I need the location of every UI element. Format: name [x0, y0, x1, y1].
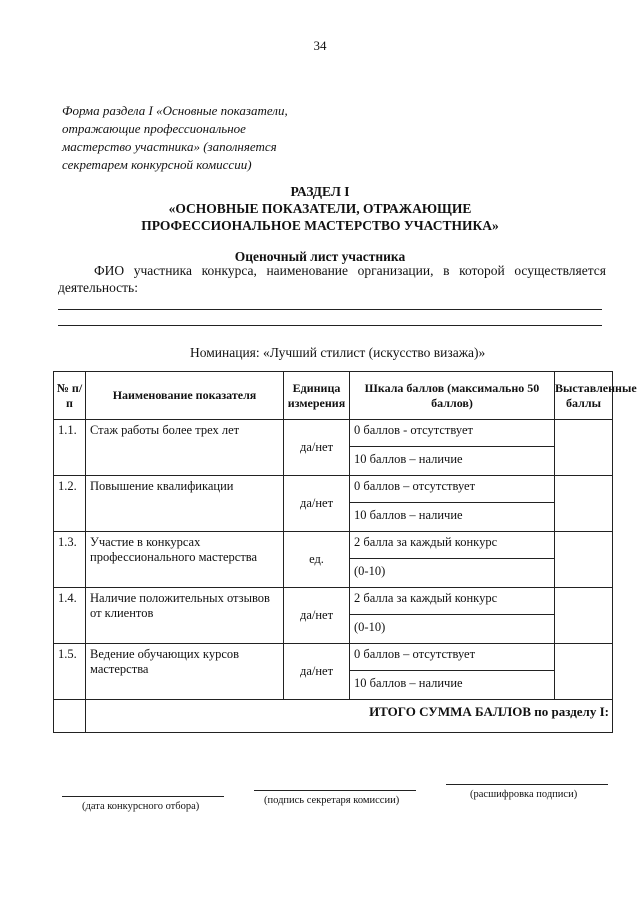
unit-cell: ед.	[284, 532, 350, 588]
total-blank-cell	[54, 700, 86, 733]
fio-fill-line[interactable]	[58, 325, 602, 326]
row-number: 1.4.	[54, 588, 86, 644]
scale-cell	[350, 532, 555, 588]
secretary-signature-line[interactable]	[254, 790, 416, 791]
scale-max: 10 баллов – наличие	[354, 676, 463, 690]
table-row	[54, 644, 613, 700]
scale-max: 10 баллов – наличие	[354, 508, 463, 522]
total-label: ИТОГО СУММА БАЛЛОВ по разделу I:	[86, 700, 613, 733]
score-cell[interactable]	[555, 588, 613, 644]
scale-min: 2 балла за каждый конкурс	[350, 532, 554, 559]
section-title: РАЗДЕЛ I	[290, 184, 350, 199]
score-cell[interactable]	[555, 476, 613, 532]
table-row	[54, 532, 613, 588]
unit-cell: да/нет	[284, 644, 350, 700]
indicator-name: Участие в конкурсах профессионального мастерства	[86, 532, 284, 588]
indicator-name: Наличие положительных отзывов от клиентов	[86, 588, 284, 644]
header-scale: Шкала баллов (максимально 50 баллов)	[350, 372, 555, 420]
scale-cell	[350, 644, 555, 700]
decoding-caption: (расшифровка подписи)	[470, 789, 578, 800]
indicator-name: Ведение обучающих курсов мастерства	[86, 644, 284, 700]
indicator-name: Повышение квалификации	[86, 476, 284, 532]
date-signature-line[interactable]	[62, 796, 224, 797]
fio-fill-line[interactable]	[58, 309, 602, 310]
header-score: Выставленные баллы	[555, 372, 613, 420]
secretary-caption: (подпись секретаря комиссии)	[264, 795, 400, 806]
table-row	[54, 420, 613, 476]
row-number: 1.3.	[54, 532, 86, 588]
header-unit: Единица измерения	[284, 372, 350, 420]
scale-max: (0-10)	[354, 620, 386, 634]
form-note-line: отражающие профессиональное	[62, 121, 246, 136]
row-number: 1.5.	[54, 644, 86, 700]
scale-min: 0 баллов – отсутствует	[350, 644, 554, 671]
date-caption: (дата конкурсного отбора)	[82, 801, 200, 812]
form-note-line: мастерство участника» (заполняется	[62, 139, 277, 154]
score-cell[interactable]	[555, 644, 613, 700]
row-number: 1.1.	[54, 420, 86, 476]
unit-cell: да/нет	[284, 588, 350, 644]
fio-prompt: ФИО участника конкурса, наименование организации, в которой осуществляется деятельность:	[58, 263, 606, 295]
form-note	[62, 102, 322, 174]
scale-max: 10 баллов – наличие	[354, 452, 463, 466]
evaluation-table	[53, 371, 637, 733]
form-note-line: секретарем конкурсной комиссии)	[62, 157, 252, 172]
nomination-label: Номинация: «Лучший стилист (искусство визажа)»	[190, 345, 486, 360]
sheet-title: Оценочный лист участника	[234, 249, 406, 264]
scale-cell	[350, 476, 555, 532]
scale-cell	[350, 420, 555, 476]
scale-max: (0-10)	[354, 564, 386, 578]
indicator-name: Стаж работы более трех лет	[86, 420, 284, 476]
scale-min: 0 баллов - отсутствует	[350, 420, 554, 447]
section-heading	[0, 183, 640, 234]
page-number: 34	[313, 38, 327, 53]
unit-cell: да/нет	[284, 476, 350, 532]
decoding-signature-line[interactable]	[446, 784, 608, 785]
score-cell[interactable]	[555, 420, 613, 476]
form-note-line: Форма раздела I «Основные показатели,	[62, 103, 288, 118]
table-row	[54, 588, 613, 644]
header-no: № п/п	[54, 372, 86, 420]
scale-min: 0 баллов – отсутствует	[350, 476, 554, 503]
table-header-row	[54, 372, 613, 420]
unit-cell: да/нет	[284, 420, 350, 476]
score-cell[interactable]	[555, 532, 613, 588]
table-row	[54, 476, 613, 532]
row-number: 1.2.	[54, 476, 86, 532]
section-subtitle-line: ПРОФЕССИОНАЛЬНОЕ МАСТЕРСТВО УЧАСТНИКА»	[141, 218, 499, 233]
header-name: Наименование показателя	[86, 372, 284, 420]
scale-cell	[350, 588, 555, 644]
section-subtitle-line: «ОСНОВНЫЕ ПОКАЗАТЕЛИ, ОТРАЖАЮЩИЕ	[168, 201, 472, 216]
total-row	[54, 700, 613, 733]
scale-min: 2 балла за каждый конкурс	[350, 588, 554, 615]
